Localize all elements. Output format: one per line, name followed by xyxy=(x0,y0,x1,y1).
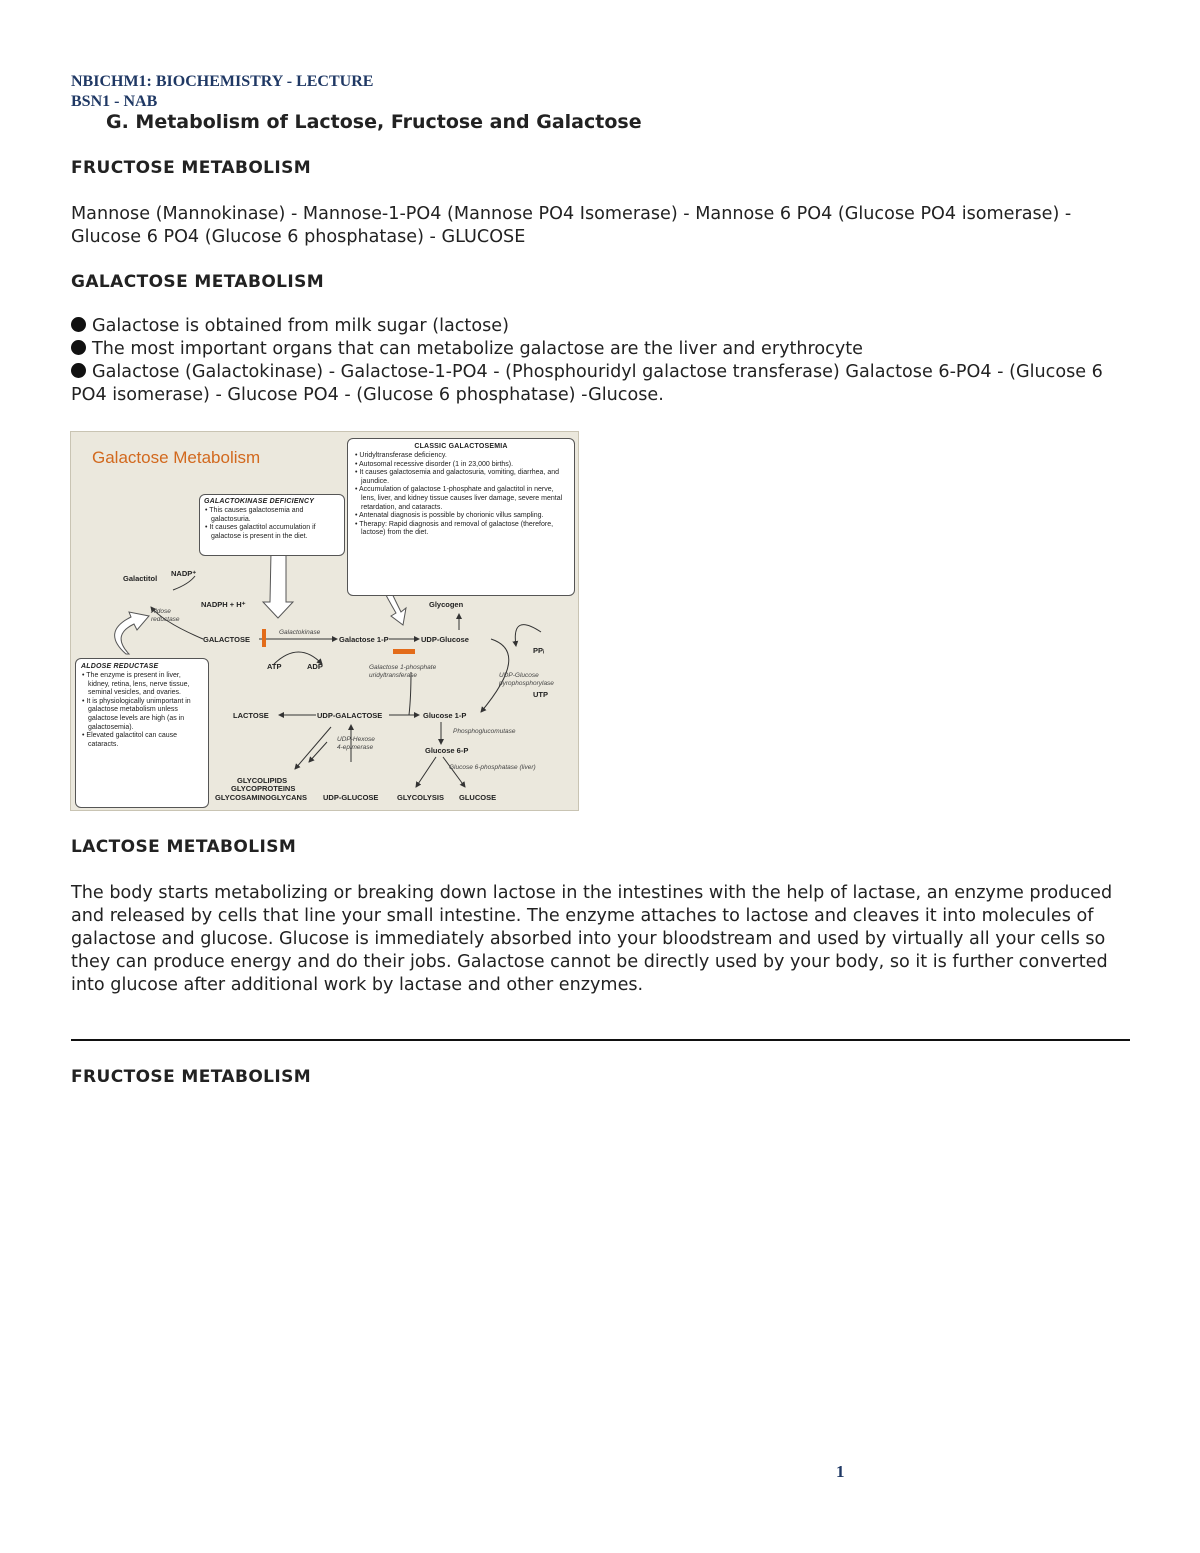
glucose-6p-label: Glucose 6-P xyxy=(425,746,469,755)
lactose-heading: LACTOSE METABOLISM xyxy=(71,837,297,857)
lactose-label: LACTOSE xyxy=(233,711,269,720)
bullet-icon xyxy=(71,317,86,332)
glycolysis-label: GLYCOLYSIS xyxy=(397,793,444,802)
aldose-reductase-box: ALDOSE REDUCTASE • The enzyme is present in liver, kidney, retina, lens, nerve tissue, seminal vesicles, and ovaries. • It is physiologically unimportant in galactose metabolism unless galactose levels are high (as in galactosemia). • Elevated galactitol can cause cataracts. xyxy=(75,658,209,808)
fructose-paragraph: Mannose (Mannokinase) - Mannose-1-PO4 (Mannose PO4 Isomerase) - Mannose 6 PO4 (Glucose PO4 isomerase) - Glucose 6 PO4 (Glucose 6 phosphatase) - GLUCOSE xyxy=(71,204,1072,247)
glycolipids-label: GLYCOLIPIDS xyxy=(237,776,288,785)
lactose-paragraph: The body starts metabolizing or breaking down lactose in the intestines with the help of lactase, an enzyme produced and released by cells that line your small intestine. The enzyme attaches to lactose and cleaves it into molecules of galactose and glucose. Glucose is immediately absorbed into your bloodstream and used by virtually all your cells so they can produce energy and do their jobs. Galactose cannot be directly used by your body, so it is further converted into glucose after additional work by lactase and other enzymes. xyxy=(71,883,1113,995)
nadp-label: NADP⁺ xyxy=(171,569,197,578)
glucose-1p-label: Glucose 1-P xyxy=(423,711,467,720)
glycosaminoglycans-label: GLYCOSAMINOGLYCANS xyxy=(215,793,307,802)
list-item: Galactose is obtained from milk sugar (lactose) xyxy=(71,315,1131,338)
utp-label: UTP xyxy=(533,690,548,699)
phosphoglucomutase-label: Phosphoglucomutase xyxy=(453,728,516,735)
list-item: The most important organs that can metabolize galactose are the liver and erythrocyte xyxy=(71,338,1131,361)
galactose-metabolism-figure xyxy=(70,431,579,811)
fructose-heading-2: FRUCTOSE METABOLISM xyxy=(71,1067,312,1087)
page-title: G. Metabolism of Lactose, Fructose and Galactose xyxy=(106,111,642,133)
fructose-heading: FRUCTOSE METABOLISM xyxy=(71,158,312,178)
list-item: Galactose (Galactokinase) - Galactose-1-PO4 - (Phosphouridyl galactose transferase) Galactose 6-PO4 - (Glucose 6 PO4 isomerase) - Glucose PO4 - (Glucose 6 phosphatase) -Glucose. xyxy=(71,362,1103,405)
galactokinase-label: Galactokinase xyxy=(279,629,321,636)
galactose-bullet-list xyxy=(71,315,1131,407)
nadph-label: NADPH + H⁺ xyxy=(201,600,246,609)
glycogen-label: Glycogen xyxy=(429,600,464,609)
galactokinase-deficiency-box: GALACTOKINASE DEFICIENCY • This causes galactosemia and galactosuria. • It causes galactitol accumulation if galactose is present in the diet. xyxy=(199,494,345,556)
glycoproteins-label: GLYCOPROTEINS xyxy=(231,784,296,793)
glucose-product-label: GLUCOSE xyxy=(459,793,497,802)
adp-label: ADP xyxy=(307,662,323,671)
atp-label: ATP xyxy=(267,662,282,671)
classic-galactosemia-box: CLASSIC GALACTOSEMIA • Uridyltransferase deficiency. • Autosomal recessive disorder (1 in 23,000 births). • It causes galactosemia and galactosuria, vomiting, diarrhea, and jaundice. • Accumulation of galactose 1-phosphate and galactitol in nerve, lens, liver, and kidney tissue causes liver damage, severe mental retardation, and cataracts. • Antenatal diagnosis is possible by chorionic villus sampling. • Therapy: Rapid diagnosis and removal of galactose (therefore, lactose) from the diet. xyxy=(347,438,575,596)
ppi-label: PPᵢ xyxy=(533,646,545,655)
horizontal-divider xyxy=(71,1039,1130,1041)
galactitol-label: Galactitol xyxy=(123,574,158,583)
bullet-icon xyxy=(71,363,86,378)
galactose-1p-label: Galactose 1-P xyxy=(339,635,389,644)
figure-title: Galactose Metabolism xyxy=(92,448,261,467)
page-number: 1 xyxy=(836,1462,845,1481)
epimerase-label: UDP-Hexose 4-epimerase xyxy=(337,736,375,751)
g6pase-label: Glucose 6-phosphatase (liver) xyxy=(449,764,536,771)
udp-galactose-label: UDP-GALACTOSE xyxy=(317,711,383,720)
udp-glucose-label: UDP-Glucose xyxy=(421,635,469,644)
galactose-label: GALACTOSE xyxy=(203,635,250,644)
course-header: NBICHM1: BIOCHEMISTRY - LECTURE xyxy=(71,73,374,90)
transferase-label: Galactose 1-phosphate uridyltransferase xyxy=(369,664,437,679)
section-header: BSN1 - NAB xyxy=(71,93,158,110)
bullet-icon xyxy=(71,340,86,355)
pyrophosphorylase-label: UDP-Glucose pyrophosphorylase xyxy=(499,672,554,687)
galactose-heading: GALACTOSE METABOLISM xyxy=(71,272,325,292)
aldose-reductase-label: Aldose reductase xyxy=(151,608,180,623)
udp-glucose-product-label: UDP-GLUCOSE xyxy=(323,793,379,802)
